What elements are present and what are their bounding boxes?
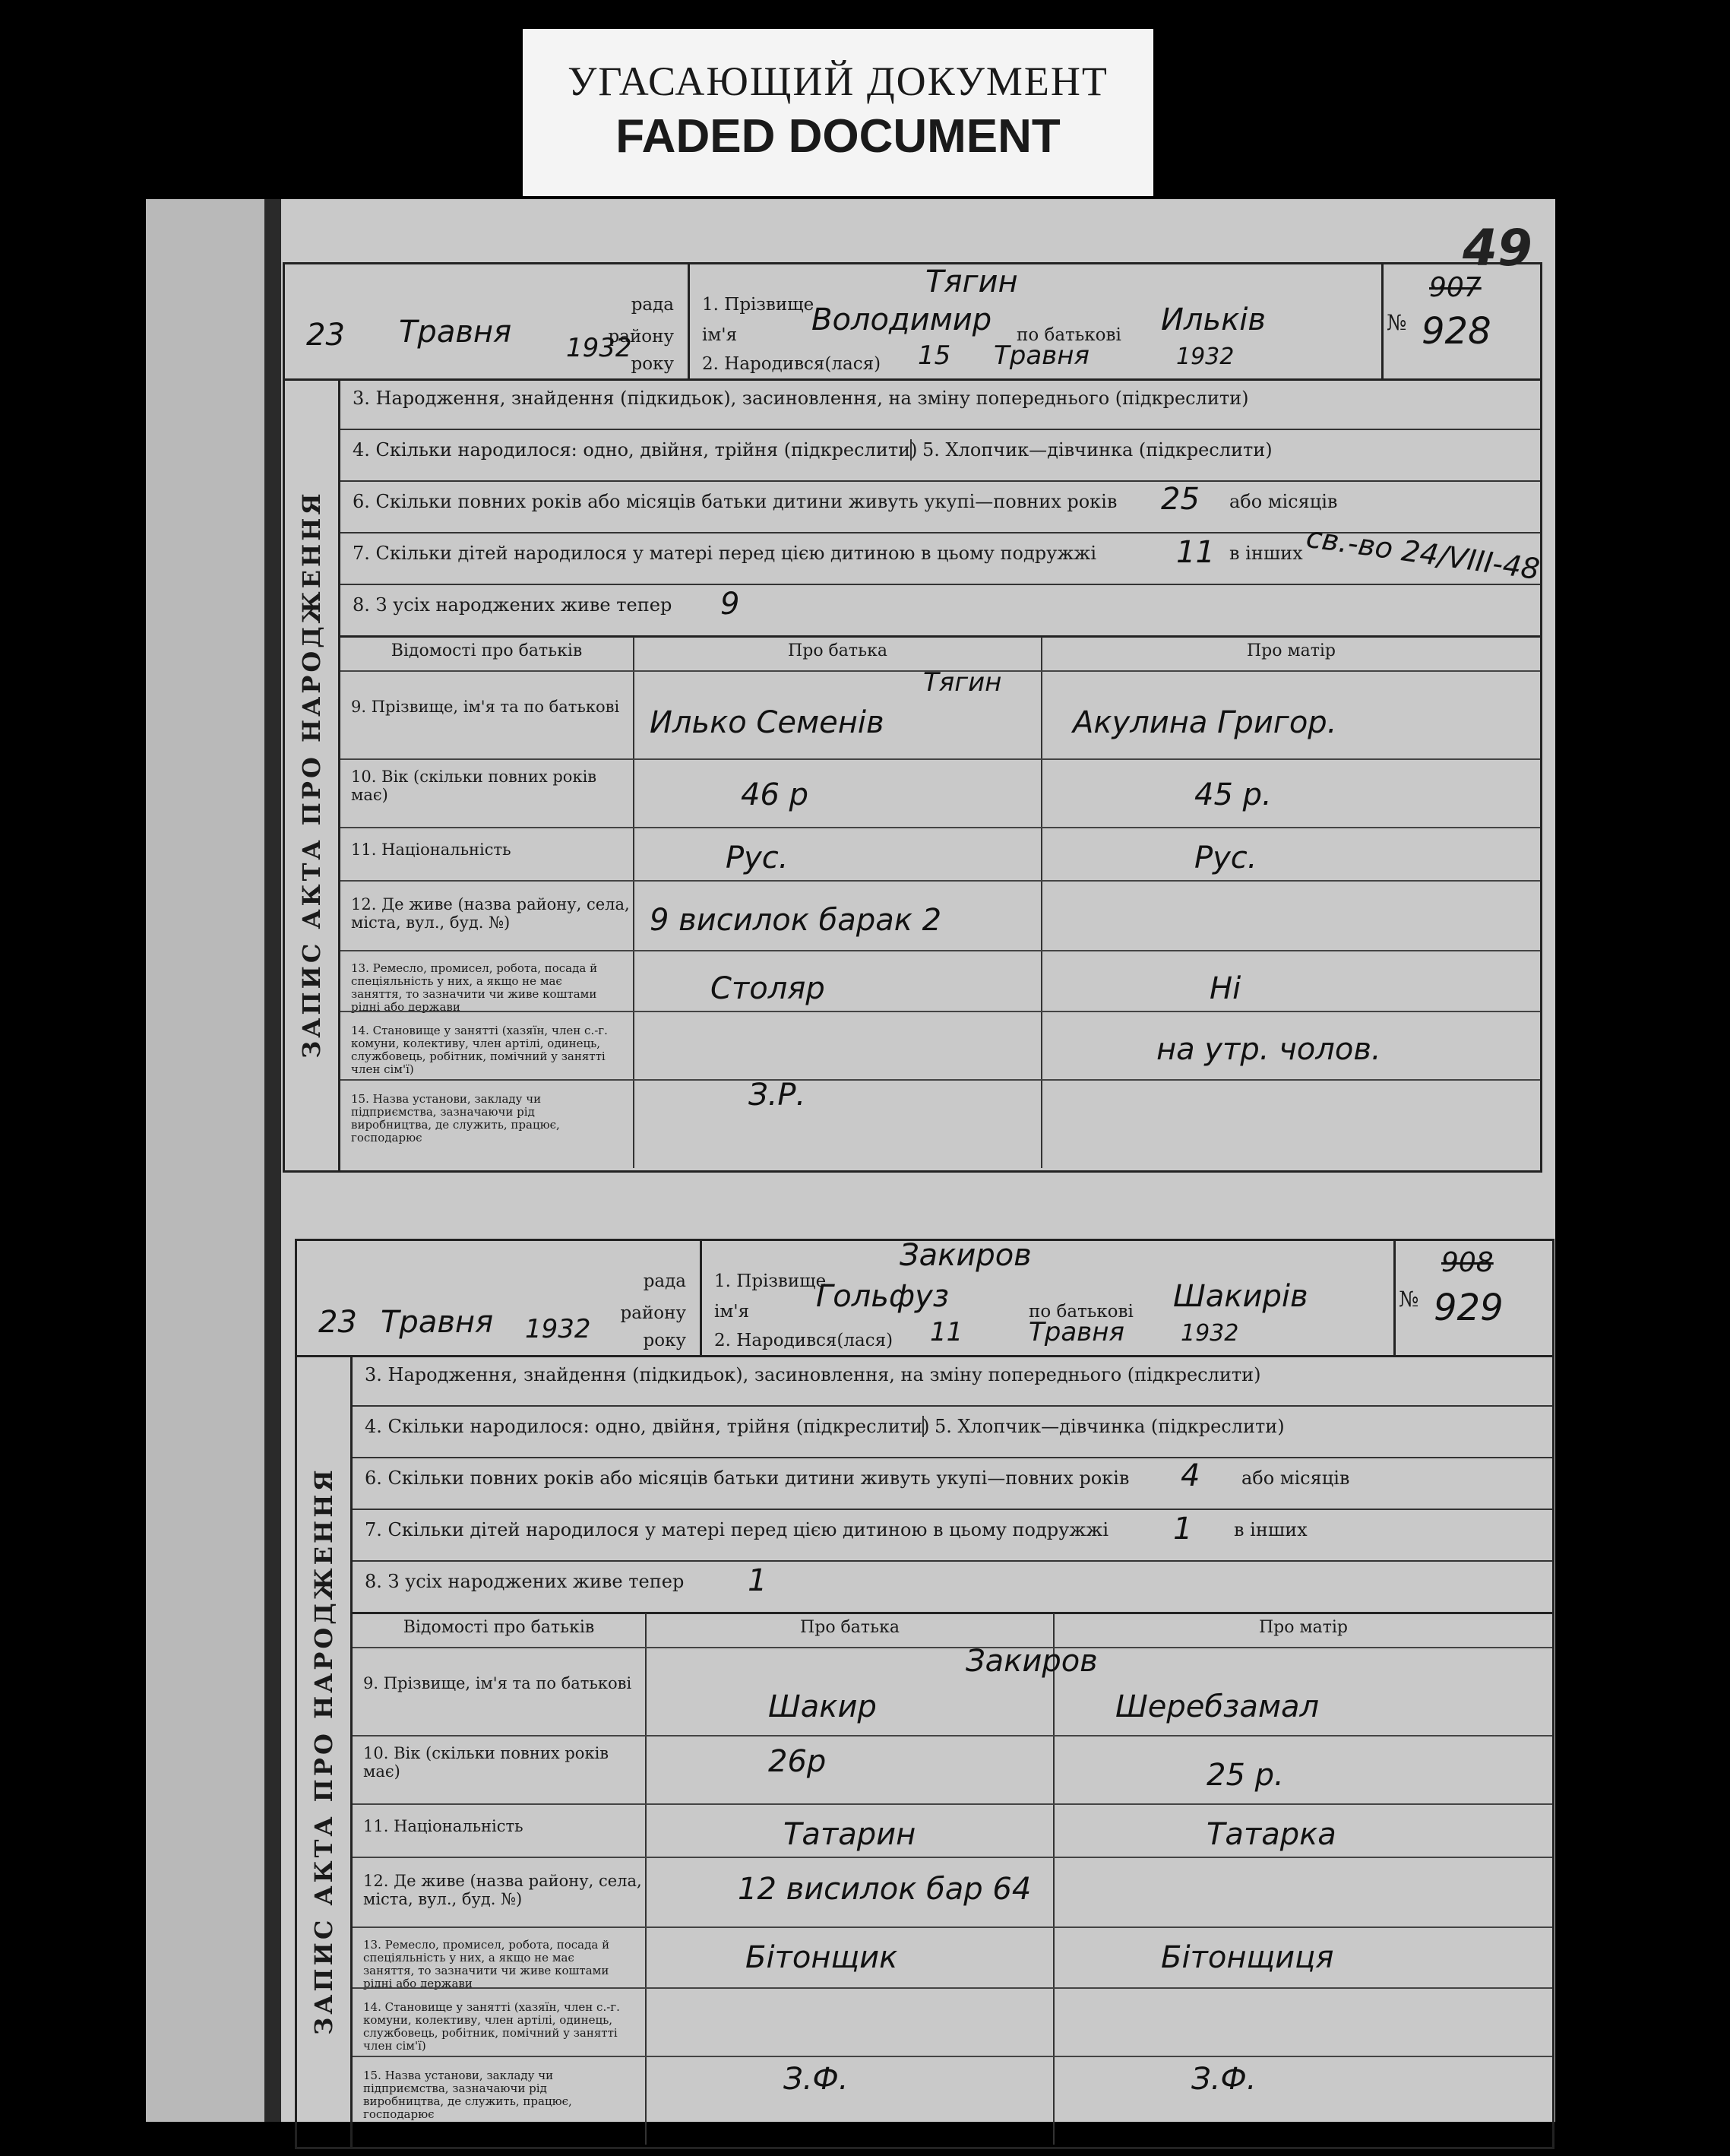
child-patronymic: Шакирів: [1173, 1279, 1308, 1314]
mother-nation: Рус.: [1194, 841, 1257, 875]
row-7-others-label: в інших: [1234, 1519, 1308, 1540]
grid-line: [340, 1079, 1540, 1081]
row-7-label: 7. Скільки дітей народилося у матері перед цією дитиною в цьому подружжі: [365, 1519, 1109, 1540]
mother-col: [1042, 637, 1540, 1168]
g14-label: 14. Становище у занятті (хазяїн, член с.-г. комуни, колективу, член артілі, одинець, службовець, робітник, помічний у занятті член сім'ї): [363, 2000, 620, 2053]
row-7-others-label: в інших: [1229, 543, 1303, 564]
rada-label: рада: [631, 295, 674, 315]
vertical-title-text: ЗАПИС АКТА ПРО НАРОДЖЕННЯ: [297, 490, 326, 1059]
father-age: 26р: [768, 1744, 827, 1779]
g11-label: 11. Національність: [351, 841, 511, 859]
row-7-label: 7. Скільки дітей народилося у матері перед цією дитиною в цьому подружжі: [353, 543, 1097, 564]
col-head-2: Про батька: [800, 1618, 900, 1637]
row-4-label: 4. Скільки народилося: одно, двійня, трійня (підкреслити): [365, 1416, 930, 1437]
roku-label: року: [643, 1331, 686, 1350]
vertical-title: [285, 378, 340, 1170]
child-name: Гольфуз: [816, 1279, 950, 1314]
grid-line: [353, 1926, 1552, 1928]
roku-label: року: [631, 354, 674, 374]
mother-age: 25 р.: [1207, 1758, 1284, 1793]
row-4-5: [353, 1407, 1552, 1458]
raion-label: району: [608, 327, 674, 347]
g12-label: 12. Де живе (назва району, села, міста, вул., буд. №): [363, 1872, 642, 1908]
father-surname: Тягин: [923, 667, 1002, 698]
parents-labels-col: [340, 637, 634, 1168]
father-employer: З.Р.: [748, 1078, 806, 1113]
col-head-1: Відомості про батьків: [403, 1618, 595, 1637]
row-4-5: [340, 430, 1540, 482]
birth-record-2: [295, 1239, 1554, 2149]
record-number: 929: [1434, 1287, 1504, 1329]
grid-line: [340, 827, 1540, 828]
record-number-block: [1384, 264, 1540, 378]
rada-label: рада: [643, 1271, 686, 1291]
father-address: 9 висилок барак 2: [650, 903, 942, 938]
grid-line: [353, 1735, 1552, 1737]
grid-line: [340, 1011, 1540, 1012]
patronymic-label: по батькові: [1017, 325, 1121, 345]
father-surname: Закиров: [966, 1644, 1098, 1679]
record-number-old: 907: [1429, 272, 1482, 303]
banner-ru: УГАСАЮЩИЙ ДОКУМЕНТ: [568, 59, 1109, 104]
registration-date-block: [297, 1241, 702, 1355]
g15-label: 15. Назва установи, закладу чи підприємства, зазначаючи рід виробництва, де служить, працює, господарює: [351, 1092, 560, 1144]
record-header: [285, 264, 1540, 381]
years-together: 25: [1161, 482, 1200, 517]
row-3: [340, 378, 1540, 430]
grid-line: [340, 950, 1540, 951]
birth-record-1: [283, 262, 1542, 1173]
surname-label: 1. Прізвище: [702, 295, 814, 315]
page-number: 49: [1463, 219, 1532, 277]
child-surname: Тягин: [925, 264, 1018, 299]
row-3: [353, 1355, 1552, 1407]
father-name: Шакир: [768, 1689, 877, 1724]
grid-line: [353, 1857, 1552, 1858]
binding-strip: [146, 199, 267, 2122]
grid-line: [340, 670, 1540, 672]
g12-label: 12. Де живе (назва району, села, міста, вул., буд. №): [351, 895, 630, 932]
row-6: [353, 1458, 1552, 1510]
record-number-block: [1396, 1241, 1552, 1355]
father-nation: Рус.: [726, 841, 789, 875]
grid-line: [353, 1803, 1552, 1805]
row-6-months-label: або місяців: [1229, 491, 1338, 512]
mother-nation: Татарка: [1207, 1817, 1336, 1852]
g15-label: 15. Назва установи, закладу чи підприємства, зазначаючи рід виробництва, де служить, працює, господарює: [363, 2069, 572, 2121]
torn-edge: [264, 199, 281, 2122]
g11-label: 11. Національність: [363, 1817, 523, 1835]
father-nation: Татарин: [783, 1817, 916, 1852]
mother-col: [1055, 1613, 1552, 2145]
father-occupation: Столяр: [710, 971, 825, 1006]
col-head-2: Про батька: [788, 641, 887, 660]
row-8: [353, 1562, 1552, 1614]
mother-age: 45 р.: [1194, 777, 1272, 812]
born-day: 11: [930, 1317, 963, 1347]
born-label: 2. Народився(лася): [702, 354, 881, 374]
born-year: 1932: [1176, 344, 1235, 370]
col-head-3: Про матір: [1258, 1618, 1349, 1637]
row-7: [340, 520, 1542, 587]
mother-name: Акулина Григор.: [1073, 705, 1337, 740]
row-3-label: 3. Народження, знайдення (підкидьок), засиновлення, на зміну попереднього (підкреслити): [365, 1364, 1261, 1385]
patronymic-label: по батькові: [1029, 1302, 1134, 1322]
row-7: [353, 1510, 1552, 1562]
row-6-label: 6. Скільки повних років або місяців батьки дитини живуть укупі—повних років: [365, 1467, 1130, 1489]
record-number-old: 908: [1441, 1247, 1494, 1278]
row-5-label: 5. Хлопчик—дівчинка (підкреслити): [910, 439, 1273, 461]
row-3-label: 3. Народження, знайдення (підкидьок), засиновлення, на зміну попереднього (підкреслити): [353, 388, 1249, 409]
grid-line: [353, 1647, 1552, 1648]
father-col: [647, 1613, 1098, 2145]
row-6-months-label: або місяців: [1241, 1467, 1350, 1489]
mother-position: на утр. чолов.: [1156, 1032, 1381, 1067]
children-before: 11: [1176, 535, 1215, 570]
born-month: Травня: [994, 340, 1090, 371]
row-6-label: 6. Скільки повних років або місяців батьки дитини живуть укупі—повних років: [353, 491, 1118, 512]
reg-day: 23: [318, 1305, 357, 1340]
parents-table: [340, 637, 1540, 1168]
surname-label: 1. Прізвище: [714, 1271, 827, 1291]
margin-note: св.-во 24/VIII-48: [1304, 520, 1542, 587]
g14-label: 14. Становище у занятті (хазяїн, член с.-г. комуни, колективу, член артілі, одинець, службовець, робітник, помічний у занятті член сім'ї): [351, 1024, 608, 1076]
father-occupation: Бітонщик: [745, 1940, 898, 1975]
record-number: 928: [1422, 310, 1491, 353]
child-name: Володимир: [811, 302, 992, 337]
child-surname: Закиров: [900, 1238, 1032, 1273]
col-head-3: Про матір: [1246, 641, 1336, 660]
born-label: 2. Народився(лася): [714, 1331, 893, 1350]
number-label: №: [1399, 1287, 1419, 1312]
reg-year: 1932: [525, 1314, 591, 1344]
g10-label: 10. Вік (скільки повних років має): [351, 768, 597, 804]
living-now: 1: [748, 1563, 767, 1598]
children-before: 1: [1173, 1512, 1193, 1547]
mother-name: Шеребзамал: [1115, 1689, 1320, 1724]
years-together: 4: [1181, 1458, 1200, 1493]
mother-occupation: Ні: [1210, 971, 1241, 1006]
row-5-label: 5. Хлопчик—дівчинка (підкреслити): [922, 1416, 1285, 1437]
reg-month: Травня: [381, 1305, 494, 1340]
child-name-block: [690, 264, 1384, 378]
child-name-block: [702, 1238, 1396, 1355]
vertical-title: [297, 1355, 353, 2147]
grid-line: [340, 880, 1540, 882]
faded-document-banner: [523, 29, 1153, 196]
record-header: [297, 1238, 1552, 1357]
father-col: [634, 637, 1042, 1168]
row-8: [340, 585, 1540, 638]
reg-year: 1932: [566, 333, 632, 363]
g9-label: 9. Прізвище, ім'я та по батькові: [363, 1674, 632, 1692]
father-address: 12 висилок бар 64: [738, 1872, 1032, 1907]
mother-employer: З.Ф.: [1191, 2062, 1257, 2097]
living-now: 9: [720, 587, 740, 622]
father-name: Илько Семенів: [650, 705, 884, 740]
banner-en: FADED DOCUMENT: [615, 110, 1061, 163]
row-6: [340, 482, 1540, 533]
row-8-label: 8. З усіх народжених живе тепер: [353, 594, 672, 616]
registration-date-block: [285, 264, 690, 378]
g13-label: 13. Ремесло, промисел, робота, посада й спеціяльність у них, а якщо не має заняття, то зазначити чи живе коштами рідні або держави: [363, 1938, 610, 1990]
grid-line: [340, 758, 1540, 760]
name-label: ім'я: [702, 325, 738, 345]
name-label: ім'я: [714, 1302, 750, 1322]
row-8-label: 8. З усіх народжених живе тепер: [365, 1571, 685, 1592]
father-employer: З.Ф.: [783, 2062, 849, 2097]
child-patronymic: Ильків: [1161, 302, 1266, 337]
mother-occupation: Бітонщиця: [1161, 1940, 1334, 1975]
born-day: 15: [918, 340, 951, 371]
reg-month: Травня: [399, 315, 512, 350]
raion-label: району: [620, 1303, 686, 1323]
row-4-label: 4. Скільки народилося: одно, двійня, трійня (підкреслити): [353, 439, 918, 461]
g10-label: 10. Вік (скільки повних років має): [363, 1744, 609, 1781]
g13-label: 13. Ремесло, промисел, робота, посада й спеціяльність у них, а якщо не має заняття, то зазначити чи живе коштами рідні або держави: [351, 961, 598, 1014]
father-age: 46 р: [741, 777, 809, 812]
born-month: Травня: [1029, 1317, 1124, 1347]
col-head-1: Відомості про батьків: [391, 641, 583, 660]
reg-day: 23: [306, 318, 345, 353]
born-year: 1932: [1181, 1320, 1239, 1347]
vertical-title-text: ЗАПИС АКТА ПРО НАРОДЖЕННЯ: [309, 1467, 338, 2035]
g9-label: 9. Прізвище, ім'я та по батькові: [351, 698, 620, 716]
parents-table: [353, 1613, 1552, 2145]
parents-labels-col: [353, 1613, 647, 2145]
number-label: №: [1387, 310, 1407, 335]
grid-line: [353, 2056, 1552, 2057]
grid-line: [353, 1987, 1552, 1989]
